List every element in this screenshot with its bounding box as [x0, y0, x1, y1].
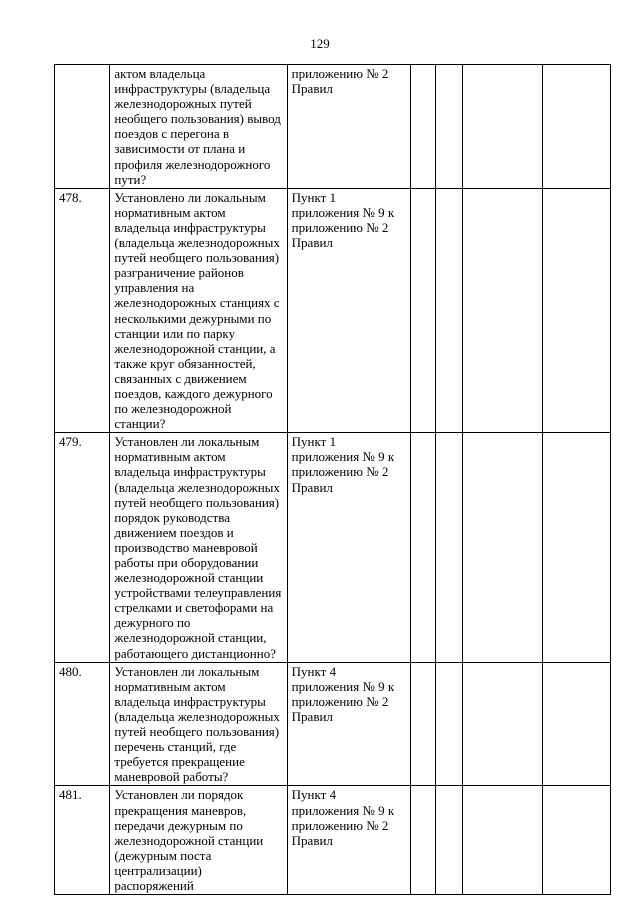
table-row [55, 188, 611, 433]
answer-cell-no [435, 188, 462, 433]
table-row [55, 662, 611, 786]
row-question: Установлен ли порядок прекращения маневров, передачи дежурным по железнодорожной станции (дежурным поста централизации) распоряжений [110, 786, 287, 895]
row-question: Установлен ли локальным нормативным актом владельца инфраструктуры (владельца железнодорожных путей необщего пользования) перечень станций, где требуется прекращение маневровой работы? [110, 662, 287, 786]
answer-cell-na [462, 65, 543, 189]
answer-cell-na [462, 662, 543, 786]
answer-cell-no [435, 433, 462, 662]
table-row [55, 786, 611, 895]
answer-cell-yes [410, 786, 435, 895]
notes-cell [543, 65, 611, 189]
answer-cell-no [435, 786, 462, 895]
answer-cell-no [435, 662, 462, 786]
answer-cell-yes [410, 65, 435, 189]
notes-cell [543, 786, 611, 895]
answer-cell-na [462, 188, 543, 433]
row-question: Установлено ли локальным нормативным актом владельца инфраструктуры (владельца железнодорожных путей необщего пользования) разграничение районов управления на железнодорожных станциях с несколькими дежурными по станции или по парку железнодорожной станции, а также круг обязанностей, связанных с движением поездов, каждого дежурного по железнодорожной станции? [110, 188, 287, 433]
answer-cell-yes [410, 188, 435, 433]
answer-cell-no [435, 65, 462, 189]
page-number: 129 [310, 36, 330, 51]
row-number: 481. [55, 786, 110, 895]
row-reference: Пункт 4 приложения № 9 к приложению № 2 Правил [287, 786, 410, 895]
checklist-table [54, 64, 611, 895]
row-number: 479. [55, 433, 110, 662]
row-number: 480. [55, 662, 110, 786]
answer-cell-yes [410, 662, 435, 786]
answer-cell-na [462, 433, 543, 662]
row-number [55, 65, 110, 189]
row-reference: Пункт 4 приложения № 9 к приложению № 2 Правил [287, 662, 410, 786]
row-question: Установлен ли локальным нормативным актом владельца инфраструктуры (владельца железнодорожных путей необщего пользования) порядок руководства движением поездов и производство маневровой работы при оборудовании железнодорожной станции устройствами телеуправления стрелками и светофорами на дежурного по железнодорожной станции, работающего дистанционно? [110, 433, 287, 662]
row-number: 478. [55, 188, 110, 433]
row-reference: приложению № 2 Правил [287, 65, 410, 189]
notes-cell [543, 662, 611, 786]
answer-cell-yes [410, 433, 435, 662]
row-reference: Пункт 1 приложения № 9 к приложению № 2 Правил [287, 188, 410, 433]
table-row [55, 433, 611, 662]
table-row [55, 65, 611, 189]
answer-cell-na [462, 786, 543, 895]
row-question: актом владельца инфраструктуры (владельца железнодорожных путей необщего пользования) вывод поездов с перегона в зависимости от плана и профиля железнодорожного пути? [110, 65, 287, 189]
notes-cell [543, 188, 611, 433]
notes-cell [543, 433, 611, 662]
row-reference: Пункт 1 приложения № 9 к приложению № 2 Правил [287, 433, 410, 662]
